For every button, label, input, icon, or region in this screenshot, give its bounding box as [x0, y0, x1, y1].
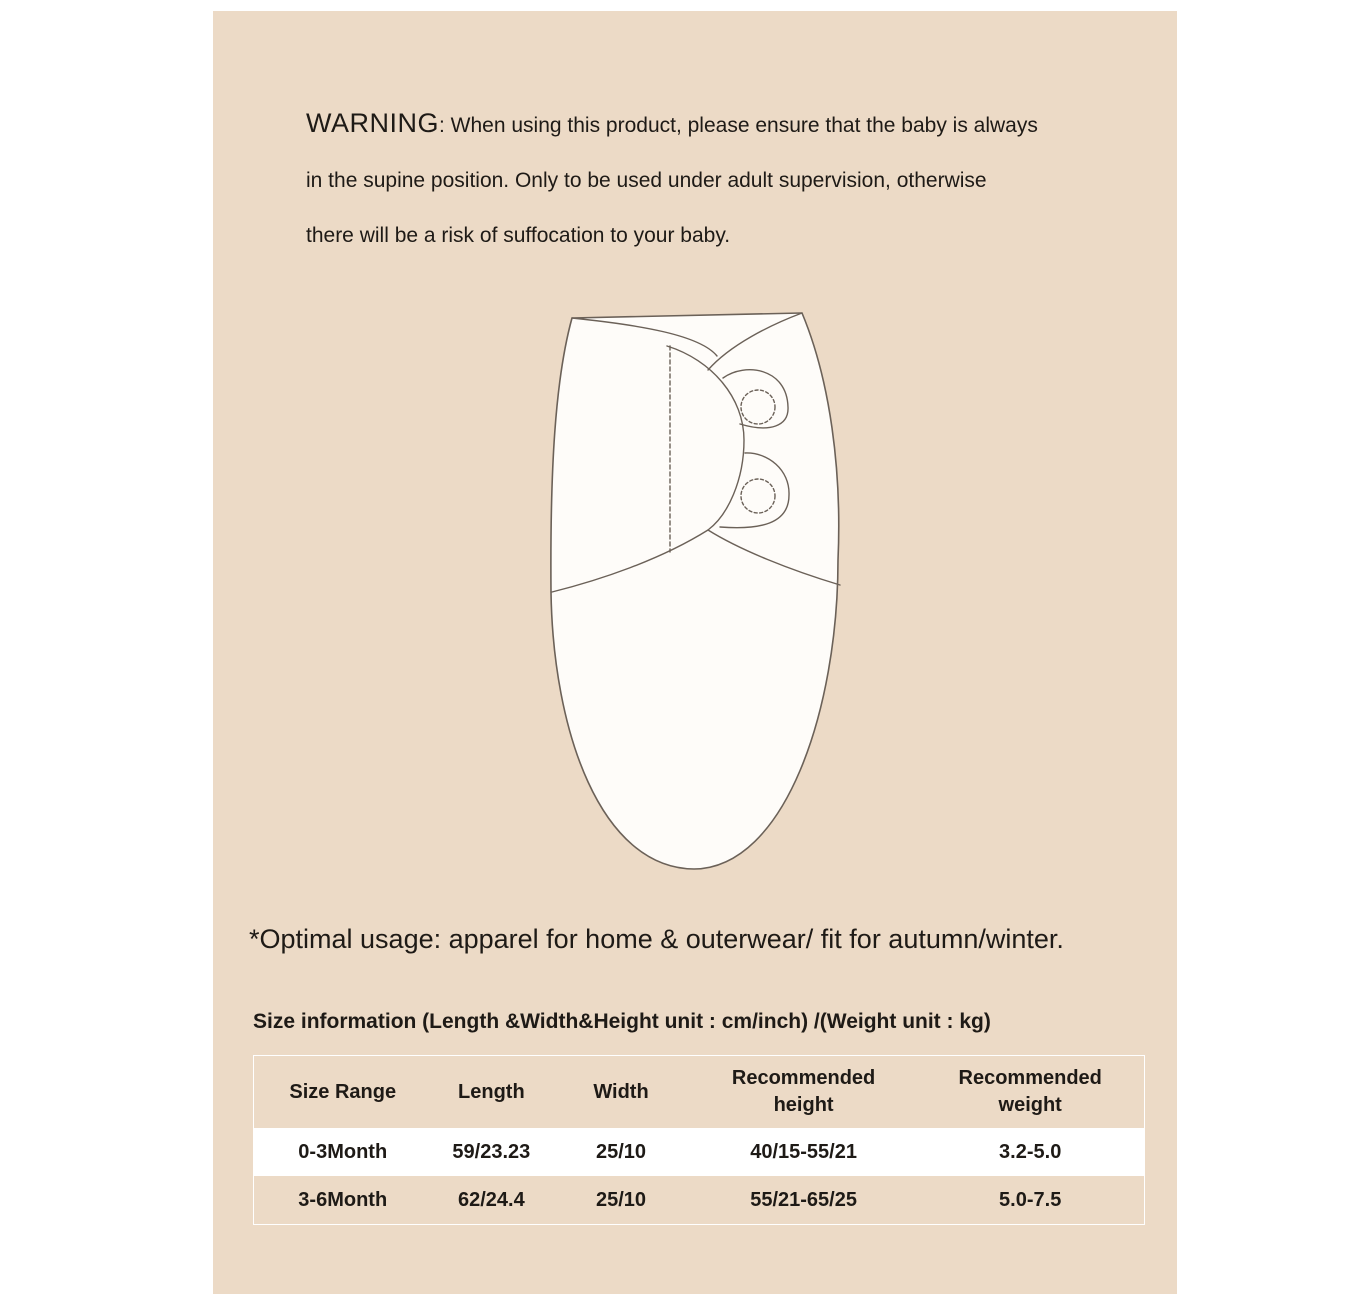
size-table-header-row [254, 1056, 1145, 1129]
header-recommended-weight [916, 1056, 1144, 1129]
warning-line-2: in the supine position. Only to be used under adult supervision, otherwise [306, 169, 987, 192]
header-recommended-height-line-2: height [773, 1094, 834, 1116]
warning-line-1 [306, 96, 1126, 153]
table-row [254, 1176, 1145, 1225]
size-table [253, 1055, 1145, 1225]
swaddle-wrap-icon [540, 300, 860, 880]
warning-label: WARNING [306, 108, 439, 138]
warning-line-1-text: : When using this product, please ensure that the baby is always [439, 114, 1038, 137]
cell-recommended-height: 55/21-65/25 [691, 1176, 917, 1225]
header-size-range: Size Range [289, 1080, 397, 1103]
swaddle-body-outline [551, 313, 839, 869]
cell-recommended-height: 40/15-55/21 [691, 1128, 917, 1176]
warning-text [306, 96, 1126, 263]
cell-size-range: 3-6Month [254, 1176, 432, 1225]
size-info-title: Size information (Length &Width&Height unit : cm/inch) /(Weight unit : kg) [253, 1010, 991, 1033]
header-recommended-height-line-1: Recommended [731, 1067, 876, 1089]
cell-length: 62/24.4 [431, 1176, 551, 1225]
header-recommended-weight-line-1: Recommended [958, 1067, 1102, 1089]
usage-note: *Optimal usage: apparel for home & outerwear/ fit for autumn/winter. [249, 924, 1064, 954]
header-width: Width [593, 1080, 649, 1103]
table-row [254, 1128, 1145, 1176]
cell-length: 59/23.23 [431, 1128, 551, 1176]
cell-recommended-weight: 3.2-5.0 [916, 1128, 1144, 1176]
warning-line-3: there will be a risk of suffocation to your baby. [306, 224, 731, 247]
header-length: Length [458, 1080, 525, 1103]
header-recommended-weight-line-2: weight [998, 1094, 1062, 1116]
cell-recommended-weight: 5.0-7.5 [916, 1176, 1144, 1225]
cell-size-range: 0-3Month [254, 1128, 432, 1176]
cell-width: 25/10 [551, 1128, 691, 1176]
cell-width: 25/10 [551, 1176, 691, 1225]
header-recommended-height [691, 1056, 917, 1129]
